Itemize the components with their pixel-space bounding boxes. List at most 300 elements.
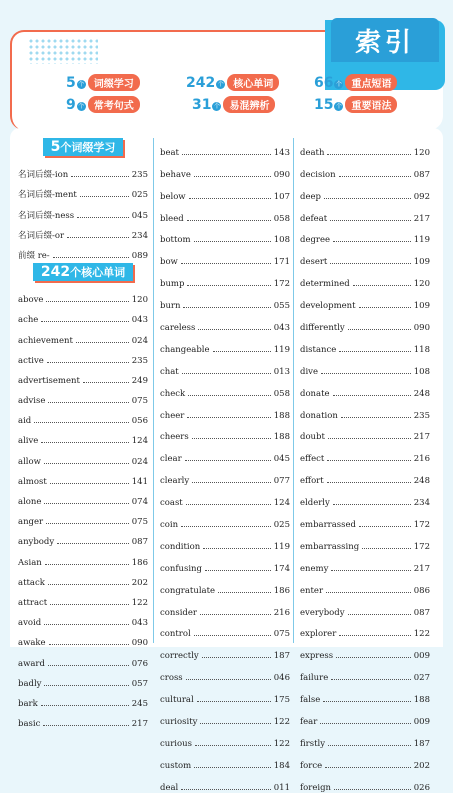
index-entry[interactable] bbox=[300, 180, 430, 202]
index-entry[interactable] bbox=[18, 547, 148, 567]
entry-page-number: 109 bbox=[413, 301, 430, 312]
entry-word: firstly bbox=[300, 738, 326, 749]
dot-leader bbox=[194, 767, 271, 768]
dot-leader bbox=[187, 417, 270, 418]
entry-word: changeable bbox=[160, 344, 210, 355]
entry-word: condition bbox=[160, 541, 201, 552]
entry-page-number: 090 bbox=[413, 323, 430, 334]
entry-page-number: 107 bbox=[273, 191, 290, 202]
category-label: 易混辨析 bbox=[223, 96, 275, 113]
dot-leader bbox=[321, 373, 411, 374]
category-core-words[interactable] bbox=[186, 74, 279, 91]
entry-page-number: 172 bbox=[413, 520, 430, 531]
index-entry[interactable] bbox=[300, 705, 430, 727]
entry-page-number: 046 bbox=[273, 673, 290, 684]
entry-page-number: 120 bbox=[413, 147, 430, 158]
index-entry[interactable] bbox=[300, 224, 430, 246]
index-entry[interactable] bbox=[300, 267, 430, 289]
entry-page-number: 108 bbox=[413, 366, 430, 377]
index-entry[interactable] bbox=[160, 311, 290, 333]
index-entry[interactable] bbox=[300, 530, 430, 552]
category-phrases[interactable] bbox=[314, 74, 397, 91]
index-entry[interactable] bbox=[18, 527, 148, 547]
index-entry[interactable] bbox=[300, 136, 430, 158]
index-entry[interactable] bbox=[18, 285, 148, 305]
index-entry[interactable] bbox=[160, 377, 290, 399]
dot-leader bbox=[80, 196, 129, 197]
dot-leader bbox=[327, 460, 410, 461]
index-entry[interactable] bbox=[300, 355, 430, 377]
index-entry[interactable] bbox=[160, 245, 290, 267]
entry-word: force bbox=[300, 760, 323, 771]
section-heading-core-words bbox=[18, 263, 148, 281]
entry-page-number: 090 bbox=[273, 169, 290, 180]
dot-leader bbox=[50, 604, 129, 605]
entry-word: active bbox=[18, 355, 44, 366]
entry-page-number: 217 bbox=[413, 563, 430, 574]
category-count: 5 bbox=[66, 74, 76, 91]
dot-leader bbox=[44, 503, 128, 504]
section-heading-affix bbox=[18, 138, 148, 156]
dot-leader bbox=[333, 395, 411, 396]
entry-page-number: 122 bbox=[273, 717, 290, 728]
entry-word: express bbox=[300, 651, 334, 662]
entry-word: attack bbox=[18, 577, 45, 588]
entry-page-number: 043 bbox=[273, 323, 290, 334]
entry-word: advertisement bbox=[18, 375, 80, 386]
entry-word: clear bbox=[160, 454, 182, 465]
entry-word: burn bbox=[160, 301, 181, 312]
entry-word: distance bbox=[300, 344, 337, 355]
index-entry[interactable] bbox=[18, 507, 148, 527]
entry-page-number: 216 bbox=[413, 454, 430, 465]
entry-word: alone bbox=[18, 497, 42, 507]
index-entry[interactable] bbox=[18, 628, 148, 648]
entry-page-number: 025 bbox=[273, 520, 290, 531]
index-entry[interactable] bbox=[160, 267, 290, 289]
index-entry[interactable] bbox=[300, 202, 430, 224]
index-entry[interactable] bbox=[18, 608, 148, 628]
entry-word: differently bbox=[300, 323, 345, 334]
entry-word: effect bbox=[300, 454, 325, 465]
entry-page-number: 141 bbox=[131, 476, 148, 487]
index-entry[interactable] bbox=[18, 487, 148, 507]
entry-word: above bbox=[18, 295, 44, 306]
index-entry[interactable] bbox=[160, 749, 290, 771]
index-entry[interactable] bbox=[18, 325, 148, 345]
entry-word: bleed bbox=[160, 213, 184, 224]
index-entry[interactable] bbox=[160, 180, 290, 202]
index-entry[interactable] bbox=[300, 442, 430, 464]
entry-word: below bbox=[160, 191, 186, 202]
category-affix[interactable] bbox=[66, 74, 140, 91]
entry-page-number: 171 bbox=[273, 257, 290, 268]
index-entry[interactable] bbox=[300, 552, 430, 574]
entry-word: cross bbox=[160, 673, 183, 684]
dot-leader bbox=[182, 373, 271, 374]
dot-leader bbox=[324, 198, 411, 199]
section-label: 个核心单词 bbox=[70, 265, 126, 279]
dot-leader bbox=[194, 241, 271, 242]
entry-page-number: 087 bbox=[413, 169, 430, 180]
entry-word: ache bbox=[18, 315, 39, 326]
entry-page-number: 086 bbox=[413, 585, 430, 596]
word-list bbox=[18, 285, 148, 729]
entry-page-number: 187 bbox=[413, 738, 430, 749]
category-confusables[interactable] bbox=[192, 96, 275, 113]
dot-leader bbox=[187, 220, 271, 221]
entry-word: coin bbox=[160, 520, 179, 531]
entry-word: decision bbox=[300, 169, 336, 180]
entry-word: effort bbox=[300, 476, 324, 487]
dot-leader bbox=[200, 614, 271, 615]
index-entry[interactable] bbox=[160, 158, 290, 180]
entry-word: coast bbox=[160, 498, 183, 509]
dot-leader bbox=[181, 526, 271, 527]
entry-word: anybody bbox=[18, 537, 55, 548]
dot-leader bbox=[348, 614, 411, 615]
category-label: 重点短语 bbox=[345, 74, 397, 91]
dot-leader bbox=[48, 402, 128, 403]
entry-page-number: 186 bbox=[273, 585, 290, 596]
index-entry[interactable] bbox=[160, 552, 290, 574]
index-entry[interactable] bbox=[18, 346, 148, 366]
entry-page-number: 058 bbox=[273, 213, 290, 224]
index-entry[interactable] bbox=[160, 333, 290, 355]
dot-leader bbox=[325, 767, 411, 768]
entry-word: bow bbox=[160, 257, 178, 268]
entry-page-number: 011 bbox=[273, 782, 290, 793]
entry-page-number: 172 bbox=[413, 541, 430, 552]
entry-page-number: 043 bbox=[131, 618, 148, 629]
index-entry[interactable] bbox=[160, 464, 290, 486]
index-entry[interactable] bbox=[160, 596, 290, 618]
entry-page-number: 188 bbox=[413, 695, 430, 706]
dot-leader bbox=[320, 723, 410, 724]
entry-word: bump bbox=[160, 279, 185, 290]
entry-page-number: 119 bbox=[413, 235, 430, 246]
index-entry[interactable] bbox=[160, 639, 290, 661]
entry-page-number: 009 bbox=[413, 651, 430, 662]
category-label: 重要语法 bbox=[345, 96, 397, 113]
entry-page-number: 027 bbox=[413, 673, 430, 684]
dot-leader bbox=[194, 176, 271, 177]
dot-leader bbox=[50, 483, 129, 484]
index-entry[interactable] bbox=[18, 305, 148, 325]
dot-leader bbox=[203, 548, 271, 549]
dot-leader bbox=[53, 257, 129, 258]
entry-page-number: 075 bbox=[131, 517, 148, 528]
dot-leader bbox=[77, 217, 129, 218]
entry-word: enter bbox=[300, 585, 324, 596]
dot-leader bbox=[41, 705, 129, 706]
entry-word: cheers bbox=[160, 432, 189, 443]
entry-page-number: 248 bbox=[413, 388, 430, 399]
category-count: 242 bbox=[186, 74, 216, 91]
entry-word: awake bbox=[18, 638, 46, 649]
index-title-tab bbox=[331, 18, 439, 62]
index-entry[interactable] bbox=[18, 221, 148, 241]
index-entry[interactable] bbox=[160, 705, 290, 727]
category-sentence-patterns[interactable] bbox=[66, 96, 140, 113]
entry-page-number: 217 bbox=[413, 432, 430, 443]
index-entry[interactable] bbox=[18, 648, 148, 668]
entry-page-number: 009 bbox=[413, 717, 430, 728]
entry-page-number: 092 bbox=[413, 191, 430, 202]
index-entry[interactable] bbox=[18, 200, 148, 220]
index-entry[interactable] bbox=[160, 683, 290, 705]
index-entry[interactable] bbox=[18, 426, 148, 446]
column-divider bbox=[293, 138, 294, 643]
entry-word: anger bbox=[18, 517, 44, 528]
entry-word: defeat bbox=[300, 213, 328, 224]
dot-leader bbox=[57, 543, 129, 544]
index-entry[interactable] bbox=[160, 771, 290, 793]
entry-page-number: 024 bbox=[131, 335, 148, 346]
entry-page-number: 024 bbox=[131, 456, 148, 467]
dot-leader bbox=[327, 482, 411, 483]
index-entry[interactable] bbox=[300, 508, 430, 530]
entry-page-number: 075 bbox=[131, 396, 148, 407]
entry-word: failure bbox=[300, 673, 329, 684]
index-entry[interactable] bbox=[160, 618, 290, 640]
index-entry[interactable] bbox=[160, 202, 290, 224]
dot-leader bbox=[183, 307, 270, 308]
dot-leader bbox=[339, 351, 410, 352]
entry-word: almost bbox=[18, 476, 47, 487]
dot-leader bbox=[46, 301, 128, 302]
entry-page-number: 026 bbox=[413, 782, 430, 793]
index-entry[interactable] bbox=[300, 158, 430, 180]
dot-leader bbox=[326, 592, 411, 593]
index-entry[interactable] bbox=[18, 366, 148, 386]
index-entry[interactable] bbox=[300, 727, 430, 749]
section-heading-badge bbox=[43, 138, 124, 156]
index-entry[interactable] bbox=[300, 639, 430, 661]
index-entry[interactable] bbox=[300, 596, 430, 618]
dot-leader bbox=[353, 285, 411, 286]
index-entry[interactable] bbox=[18, 241, 148, 261]
entry-page-number: 045 bbox=[131, 210, 148, 221]
index-entry[interactable] bbox=[18, 386, 148, 406]
entry-word: bark bbox=[18, 698, 38, 709]
index-entry[interactable] bbox=[160, 289, 290, 311]
dot-leader bbox=[198, 329, 270, 330]
entry-word: death bbox=[300, 147, 325, 158]
index-entry[interactable] bbox=[300, 245, 430, 267]
entry-page-number: 090 bbox=[131, 638, 148, 649]
entry-page-number: 202 bbox=[131, 577, 148, 588]
entry-word: embarrassed bbox=[300, 520, 356, 531]
entry-page-number: 122 bbox=[131, 597, 148, 608]
entry-word: embarrassing bbox=[300, 541, 360, 552]
entry-word: 名词后缀-ion bbox=[18, 170, 69, 181]
entry-page-number: 045 bbox=[273, 454, 290, 465]
entry-word: control bbox=[160, 629, 191, 640]
entry-page-number: 187 bbox=[273, 651, 290, 662]
dot-leader bbox=[48, 665, 129, 666]
index-entry[interactable] bbox=[18, 709, 148, 729]
entry-word: careless bbox=[160, 323, 196, 334]
entry-page-number: 089 bbox=[131, 250, 148, 261]
index-entry[interactable] bbox=[300, 486, 430, 508]
index-entry[interactable] bbox=[160, 486, 290, 508]
index-entry[interactable] bbox=[18, 568, 148, 588]
index-entry[interactable] bbox=[300, 464, 430, 486]
entry-word: basic bbox=[18, 719, 41, 730]
index-entry[interactable] bbox=[160, 530, 290, 552]
word-list bbox=[300, 136, 430, 793]
index-entry[interactable] bbox=[300, 749, 430, 771]
dot-leader bbox=[202, 657, 271, 658]
entry-word: curiosity bbox=[160, 717, 198, 728]
dot-leader bbox=[336, 657, 411, 658]
entry-page-number: 043 bbox=[131, 315, 148, 326]
index-entry[interactable] bbox=[300, 771, 430, 793]
entry-word: foreign bbox=[300, 782, 331, 793]
entry-page-number: 217 bbox=[131, 719, 148, 730]
index-entry[interactable] bbox=[160, 574, 290, 596]
section-heading-badge bbox=[33, 263, 133, 281]
index-entry[interactable] bbox=[160, 508, 290, 530]
dot-leader bbox=[41, 442, 128, 443]
entry-word: check bbox=[160, 388, 186, 399]
index-entry[interactable] bbox=[300, 661, 430, 683]
index-entry[interactable] bbox=[18, 588, 148, 608]
dot-leader bbox=[76, 342, 129, 343]
entry-word: development bbox=[300, 301, 356, 312]
dot-leader bbox=[362, 548, 411, 549]
entry-word: award bbox=[18, 658, 45, 669]
index-entry[interactable] bbox=[18, 160, 148, 180]
entry-page-number: 077 bbox=[273, 476, 290, 487]
entry-word: donate bbox=[300, 388, 330, 399]
entry-word: everybody bbox=[300, 607, 345, 618]
entry-word: correctly bbox=[160, 651, 199, 662]
entry-page-number: 057 bbox=[131, 678, 148, 689]
dot-leader bbox=[182, 154, 271, 155]
index-entry[interactable] bbox=[300, 289, 430, 311]
entry-page-number: 076 bbox=[131, 658, 148, 669]
index-entry[interactable] bbox=[18, 689, 148, 709]
entry-page-number: 119 bbox=[273, 541, 290, 552]
dot-leader bbox=[43, 725, 128, 726]
entry-word: 名词后缀-ment bbox=[18, 190, 77, 201]
dot-leader bbox=[205, 570, 271, 571]
entry-page-number: 188 bbox=[273, 432, 290, 443]
entry-word: achievement bbox=[18, 335, 73, 346]
dot-leader bbox=[44, 685, 128, 686]
dot-leader bbox=[339, 635, 411, 636]
index-entry[interactable] bbox=[300, 311, 430, 333]
entry-word: chat bbox=[160, 366, 179, 377]
entry-page-number: 075 bbox=[273, 629, 290, 640]
index-entry[interactable] bbox=[18, 467, 148, 487]
dot-leader bbox=[48, 584, 129, 585]
dot-leader bbox=[49, 644, 129, 645]
index-entry[interactable] bbox=[18, 669, 148, 689]
entry-word: donation bbox=[300, 410, 338, 421]
entry-page-number: 124 bbox=[131, 436, 148, 447]
index-entry[interactable] bbox=[18, 446, 148, 466]
index-entry[interactable] bbox=[300, 377, 430, 399]
index-entry[interactable] bbox=[160, 727, 290, 749]
category-label: 常考句式 bbox=[88, 96, 140, 113]
entry-word: beat bbox=[160, 147, 179, 158]
category-unit: 个 bbox=[78, 103, 85, 110]
index-entry[interactable] bbox=[300, 399, 430, 421]
index-entry[interactable] bbox=[160, 224, 290, 246]
category-unit: 个 bbox=[213, 103, 220, 110]
index-entry[interactable] bbox=[160, 661, 290, 683]
entry-word: enemy bbox=[300, 563, 329, 574]
entry-page-number: 074 bbox=[131, 497, 148, 507]
index-entry[interactable] bbox=[18, 406, 148, 426]
entry-page-number: 122 bbox=[413, 629, 430, 640]
entry-word: aid bbox=[18, 416, 32, 427]
entry-page-number: 234 bbox=[131, 230, 148, 241]
index-entry[interactable] bbox=[300, 683, 430, 705]
index-entry[interactable] bbox=[18, 180, 148, 200]
entry-page-number: 235 bbox=[131, 170, 148, 181]
entry-word: curious bbox=[160, 738, 192, 749]
word-list bbox=[160, 136, 290, 793]
section-count: 5 bbox=[50, 139, 61, 155]
index-entry[interactable] bbox=[300, 574, 430, 596]
entry-page-number: 172 bbox=[273, 279, 290, 290]
entry-word: consider bbox=[160, 607, 197, 618]
entry-word: desert bbox=[300, 257, 328, 268]
entry-page-number: 109 bbox=[413, 257, 430, 268]
entry-page-number: 217 bbox=[413, 213, 430, 224]
dot-leader bbox=[195, 745, 271, 746]
index-entry[interactable] bbox=[160, 136, 290, 158]
entry-word: custom bbox=[160, 760, 192, 771]
index-entry[interactable] bbox=[160, 421, 290, 443]
dot-leader bbox=[213, 351, 271, 352]
index-entry[interactable] bbox=[160, 442, 290, 464]
entry-word: Asian bbox=[18, 557, 42, 568]
dot-leader bbox=[194, 635, 271, 636]
category-grammar[interactable] bbox=[314, 96, 397, 113]
entry-page-number: 118 bbox=[413, 344, 430, 355]
index-entry[interactable] bbox=[300, 333, 430, 355]
entry-page-number: 119 bbox=[273, 344, 290, 355]
entry-word: bottom bbox=[160, 235, 191, 246]
entry-word: false bbox=[300, 695, 321, 706]
entry-word: fear bbox=[300, 717, 318, 728]
dot-leader bbox=[331, 679, 411, 680]
entry-page-number: 122 bbox=[273, 738, 290, 749]
entry-word: badly bbox=[18, 678, 42, 689]
entry-word: congratulate bbox=[160, 585, 216, 596]
dot-leader bbox=[333, 504, 411, 505]
index-entry[interactable] bbox=[160, 355, 290, 377]
index-entry[interactable] bbox=[300, 421, 430, 443]
dot-leader bbox=[187, 285, 270, 286]
entry-word: explorer bbox=[300, 629, 337, 640]
category-count: 31 bbox=[192, 96, 212, 113]
entry-word: dive bbox=[300, 366, 318, 377]
entry-word: deep bbox=[300, 191, 321, 202]
entry-page-number: 235 bbox=[413, 410, 430, 421]
index-entry[interactable] bbox=[160, 399, 290, 421]
dot-leader bbox=[188, 395, 271, 396]
entry-word: 前缀 re- bbox=[18, 250, 50, 261]
entry-word: allow bbox=[18, 456, 41, 467]
section-label: 个词缀学习 bbox=[60, 141, 116, 154]
index-entry[interactable] bbox=[300, 618, 430, 640]
